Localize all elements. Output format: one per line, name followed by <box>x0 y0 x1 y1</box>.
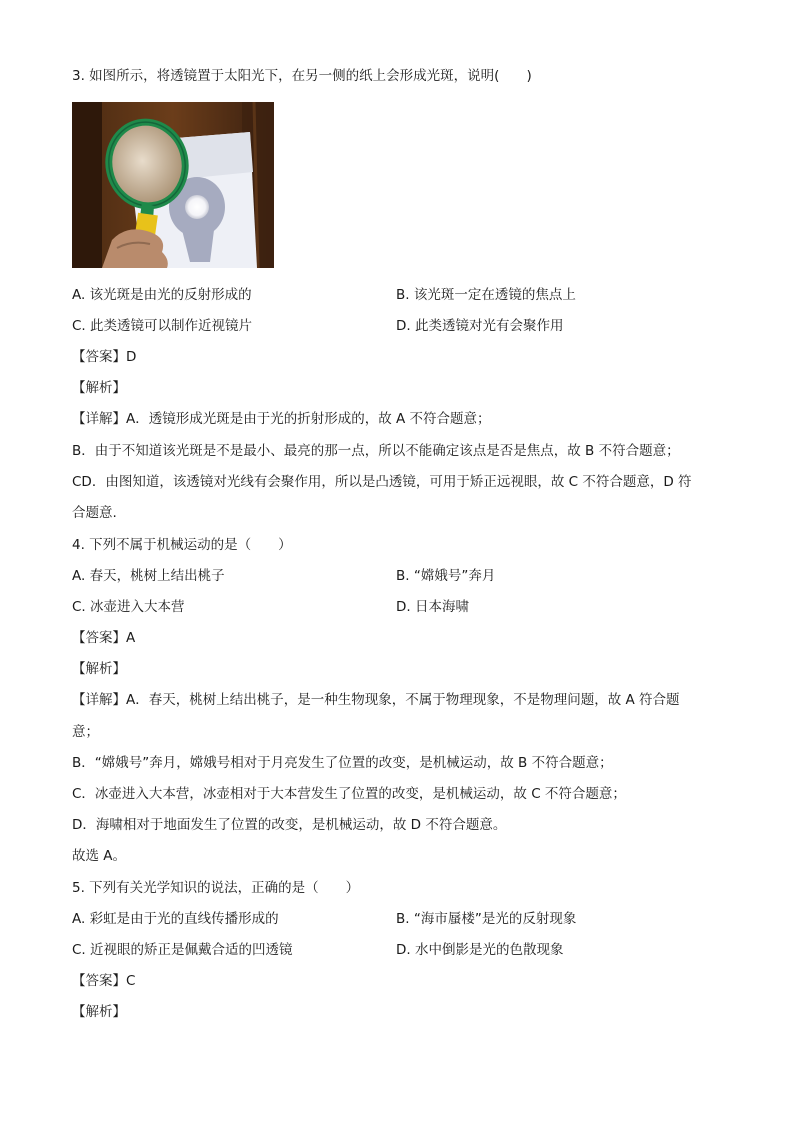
q3-detail-3a: CD．由图知道，该透镜对光线有会聚作用，所以是凸透镜，可用于矫正远视眼，故 C 不符合题意，D 符 <box>72 474 692 490</box>
q5-option-b: B. “海市蜃楼”是光的反射现象 <box>396 911 577 927</box>
q3-detail-3b: 合题意. <box>72 505 117 521</box>
q3-detail-1: 【详解】A．透镜形成光斑是由于光的折射形成的，故 A 不符合题意； <box>72 411 491 427</box>
q4-stem: 4. 下列不属于机械运动的是（ ） <box>72 537 292 553</box>
q4-option-d: D. 日本海啸 <box>396 599 469 615</box>
q4-detail-1a: 【详解】A．春天，桃树上结出桃子，是一种生物现象，不属于物理现象，不是物理问题，故 A 符合题 <box>72 692 680 708</box>
q4-analysis-heading: 【解析】 <box>72 661 126 677</box>
q3-option-d: D. 此类透镜对光有会聚作用 <box>396 318 564 334</box>
q5-option-a: A. 彩虹是由于光的直线传播形成的 <box>72 911 279 927</box>
q5-option-d: D. 水中倒影是光的色散现象 <box>396 942 564 958</box>
q3-analysis-heading: 【解析】 <box>72 380 126 396</box>
q4-conclusion: 故选 A。 <box>72 848 127 864</box>
q4-option-a: A. 春天，桃树上结出桃子 <box>72 568 225 584</box>
q4-detail-1b: 意； <box>72 724 99 740</box>
q3-detail-2: B．由于不知道该光斑是不是最小、最亮的那一点，所以不能确定该点是否是焦点，故 B 不符合题意； <box>72 443 680 459</box>
q4-detail-4: D．海啸相对于地面发生了位置的改变，是机械运动，故 D 不符合题意。 <box>72 817 507 833</box>
q4-option-b: B. “嫦娥号”奔月 <box>396 568 496 584</box>
q3-option-c: C. 此类透镜可以制作近视镜片 <box>72 318 253 334</box>
q4-answer: 【答案】A <box>72 630 136 646</box>
q3-answer: 【答案】D <box>72 349 137 365</box>
q5-analysis-heading: 【解析】 <box>72 1004 126 1020</box>
q4-detail-2: B．“嫦娥号”奔月，嫦娥号相对于月亮发生了位置的改变，是机械运动，故 B 不符合题意； <box>72 755 613 771</box>
q4-detail-3: C．冰壶进入大本营，冰壶相对于大本营发生了位置的改变，是机械运动，故 C 不符合题意； <box>72 786 626 802</box>
q5-stem: 5. 下列有关光学知识的说法，正确的是（ ） <box>72 880 360 896</box>
q3-stem: 3. 如图所示，将透镜置于太阳光下，在另一侧的纸上会形成光斑，说明( ) <box>72 68 532 84</box>
q5-answer: 【答案】C <box>72 973 136 989</box>
q3-option-a: A. 该光斑是由光的反射形成的 <box>72 287 252 303</box>
magnifier-photo <box>72 102 274 268</box>
q5-option-c: C. 近视眼的矫正是佩戴合适的凹透镜 <box>72 942 293 958</box>
q3-option-b: B. 该光斑一定在透镜的焦点上 <box>396 287 576 303</box>
q4-option-c: C. 冰壶进入大本营 <box>72 599 185 615</box>
